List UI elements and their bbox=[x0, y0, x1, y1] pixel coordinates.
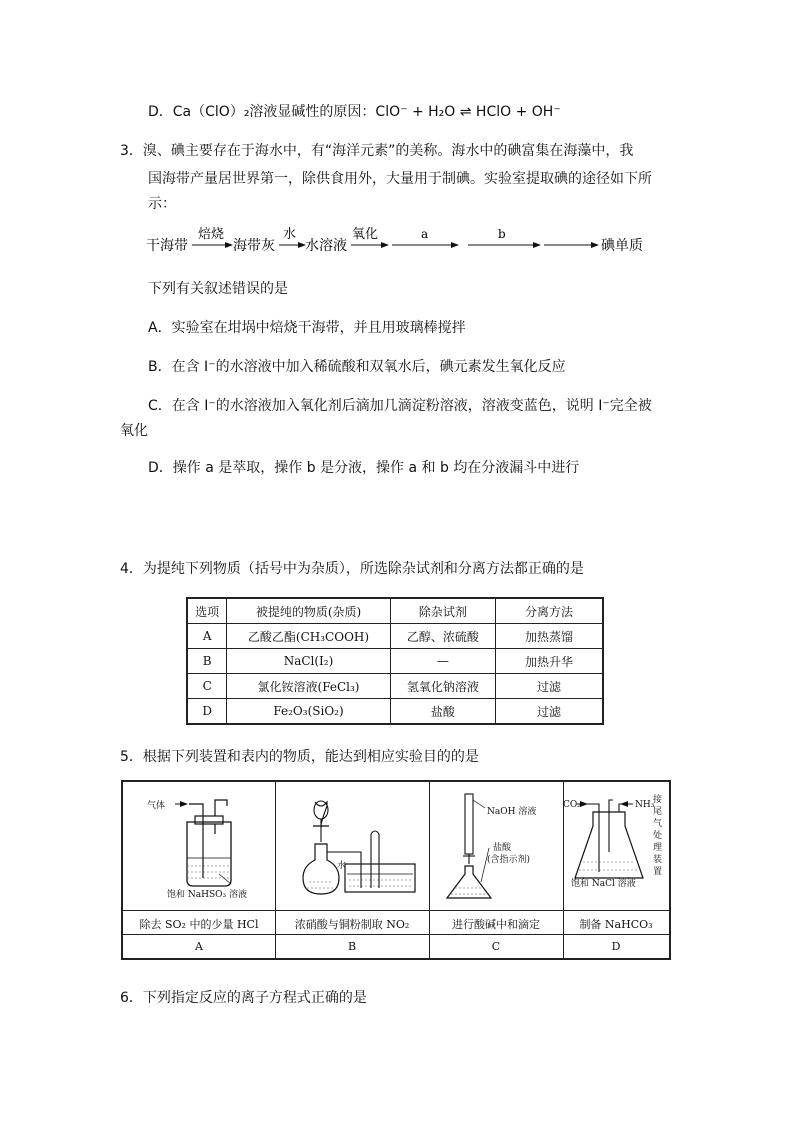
table-cell: Fe₂O₃(SiO₂) bbox=[227, 699, 390, 725]
table-cell: A bbox=[187, 624, 227, 649]
panel-b-gas-generator bbox=[275, 782, 429, 910]
q5-stem: 5．根据下列装置和表内的物质，能达到相应实验目的的是 bbox=[120, 749, 479, 765]
table-cell: B bbox=[187, 649, 227, 674]
flow-label-oxidize: 氧化 bbox=[352, 227, 379, 242]
iodine-extraction-flow bbox=[140, 222, 660, 262]
panel-b-label-water: 水 bbox=[337, 861, 347, 871]
table-cell: D bbox=[187, 699, 227, 725]
q2-option-d: D．Ca（ClO）₂溶液显碱性的原因：ClO⁻ + H₂O ⇌ HClO + OH⁻ bbox=[148, 104, 561, 120]
table-header: 分离方法 bbox=[496, 598, 603, 624]
flow-label-roast: 焙烧 bbox=[198, 227, 225, 242]
q3-stem-line2: 国海带产量居世界第一，除供食用外，大量用于制碘。实验室提取碘的途径如下所 bbox=[148, 171, 652, 187]
flow-node-dry-kelp: 干海带 bbox=[146, 238, 188, 254]
flow-label-b: b bbox=[498, 227, 506, 241]
flow-label-water: 水 bbox=[283, 227, 297, 242]
q3-stem-line1: 3．溴、碘主要存在于海水中，有“海洋元素”的美称。海水中的碘富集在海藻中，我 bbox=[120, 143, 634, 159]
panel-c-letter: C bbox=[491, 940, 501, 953]
q4-table bbox=[186, 597, 604, 725]
table-cell: 过滤 bbox=[496, 699, 603, 725]
flow-node-iodine: 碘单质 bbox=[601, 238, 643, 254]
q4-stem: 4．为提纯下列物质（括号中为杂质），所选除杂试剂和分离方法都正确的是 bbox=[120, 561, 584, 577]
q3-stem-line3: 示： bbox=[148, 196, 176, 212]
panel-d-label-nacl: 饱和 NaCl 溶液 bbox=[571, 879, 636, 889]
panel-b-letter: B bbox=[347, 940, 357, 953]
panel-d-caption: 制备 NaHCO₃ bbox=[579, 918, 653, 931]
table-row bbox=[187, 699, 603, 725]
table-row bbox=[187, 624, 603, 649]
flow-node-solution: 水溶液 bbox=[305, 238, 347, 254]
panel-a-letter: A bbox=[195, 940, 203, 953]
panel-c-caption: 进行酸碱中和滴定 bbox=[452, 918, 540, 931]
q5-apparatus-figure bbox=[121, 780, 671, 960]
table-cell: 氯化铵溶液(FeCl₃) bbox=[227, 674, 390, 699]
panel-c-label-hcl: 盐酸 bbox=[493, 843, 512, 853]
q3-option-b: B．在含 I⁻的水溶液中加入稀硫酸和双氧水后，碘元素发生氧化反应 bbox=[148, 359, 566, 375]
table-cell: NaCl(I₂) bbox=[227, 649, 390, 674]
panel-d-letter: D bbox=[611, 940, 621, 953]
panel-c-label-naoh: NaOH 溶液 bbox=[487, 807, 537, 817]
table-cell: 盐酸 bbox=[390, 699, 495, 725]
table-cell: 加热蒸馏 bbox=[496, 624, 603, 649]
flow-label-a: a bbox=[421, 227, 429, 241]
q3-option-c-line2: 氧化 bbox=[120, 423, 148, 439]
table-row bbox=[187, 649, 603, 674]
table-cell: — bbox=[390, 649, 495, 674]
table-header: 被提纯的物质(杂质) bbox=[227, 598, 390, 624]
table-cell: 过滤 bbox=[496, 674, 603, 699]
table-cell: C bbox=[187, 674, 227, 699]
q3-option-d: D．操作 a 是萃取，操作 b 是分液，操作 a 和 b 均在分液漏斗中进行 bbox=[148, 460, 580, 476]
table-cell: 乙醇、浓硫酸 bbox=[390, 624, 495, 649]
flow-node-kelp-ash: 海带灰 bbox=[233, 238, 275, 254]
letter-row-top bbox=[123, 934, 669, 935]
table-header: 除杂试剂 bbox=[390, 598, 495, 624]
panel-d-label-co2: CO₂ bbox=[563, 800, 581, 810]
panel-a-label-solution: 饱和 NaHSO₃ 溶液 bbox=[167, 890, 247, 900]
caption-row-top bbox=[123, 910, 669, 911]
table-header: 选项 bbox=[187, 598, 227, 624]
table-cell: 氢氧化钠溶液 bbox=[390, 674, 495, 699]
q3-option-a: A．实验室在坩埚中焙烧干海带，并且用玻璃棒搅拌 bbox=[148, 320, 466, 336]
q6-stem: 6．下列指定反应的离子方程式正确的是 bbox=[120, 990, 367, 1006]
table-header-row bbox=[187, 598, 603, 624]
table-cell: 乙酸乙酯(CH₃COOH) bbox=[227, 624, 390, 649]
panel-c-label-indicator: (含指示剂) bbox=[487, 855, 531, 865]
table-row bbox=[187, 674, 603, 699]
panel-a-caption: 除去 SO₂ 中的少量 HCl bbox=[139, 918, 259, 931]
table-cell: 加热升华 bbox=[496, 649, 603, 674]
q3-option-c-line1: C．在含 I⁻的水溶液加入氧化剂后滴加几滴淀粉溶液，溶液变蓝色，说明 I⁻完全被 bbox=[148, 398, 652, 414]
panel-d-label-tail-gas: 接尾气处理装置 bbox=[653, 795, 663, 877]
panel-b-caption: 浓硝酸与铜粉制取 NO₂ bbox=[294, 918, 410, 931]
panel-a-label-gas: 气体 bbox=[147, 801, 166, 811]
q3-question: 下列有关叙述错误的是 bbox=[148, 281, 288, 297]
panel-d-label-nh3: NH₃ bbox=[635, 800, 655, 810]
